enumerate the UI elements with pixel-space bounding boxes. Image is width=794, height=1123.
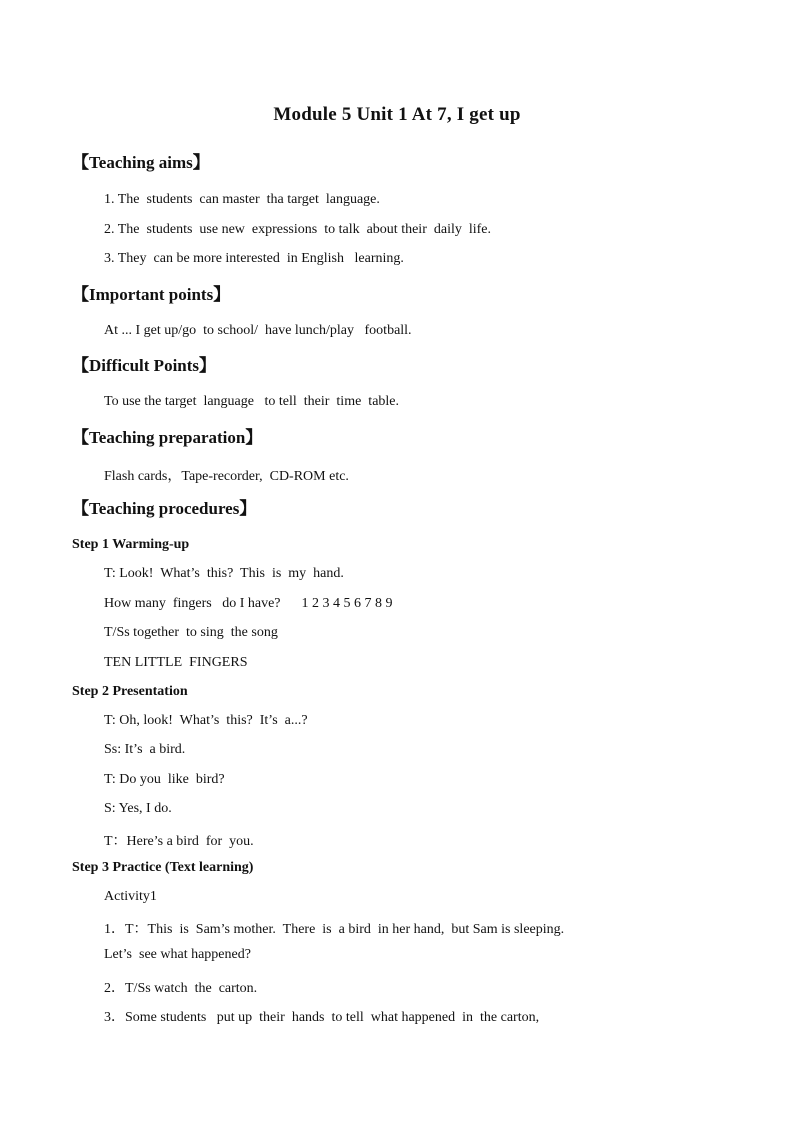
aim-item: 3. They can be more interested in English learning. <box>104 251 404 266</box>
procedure-line: T: Do you like bird? <box>104 772 225 787</box>
procedure-line: How many fingers do I have? 1 2 3 4 5 6 7 8 9 <box>104 596 393 611</box>
procedure-line: 1．T：This is Sam’s mother. There is a bird in her hand, but Sam is sleeping. <box>104 922 565 937</box>
procedure-line: 2．T/Ss watch the carton. <box>104 981 258 996</box>
page-title: Module 5 Unit 1 At 7, I get up <box>273 104 521 125</box>
procedure-line: T：Here’s a bird for you. <box>104 834 254 849</box>
step-title: Step 1 Warming-up <box>72 537 190 552</box>
procedure-line: S: Yes, I do. <box>104 801 172 816</box>
aim-item: 1. The students can master tha target language. <box>104 192 380 207</box>
procedure-line: T/Ss together to sing the song <box>104 625 278 640</box>
procedure-line: TEN LITTLE FINGERS <box>104 655 248 670</box>
procedure-line: Let’s see what happened? <box>104 947 251 962</box>
procedure-line: Activity1 <box>104 889 157 904</box>
aim-item: 2. The students use new expressions to talk about their daily life. <box>104 222 492 237</box>
procedure-line: Ss: It’s a bird. <box>104 742 186 757</box>
preparation-item: Flash cards，Tape-recorder, CD-ROM etc. <box>104 469 349 484</box>
section-heading-teaching-preparation: 【Teaching preparation】 <box>72 428 263 447</box>
step-title: Step 2 Presentation <box>72 684 188 699</box>
section-heading-teaching-aims: 【Teaching aims】 <box>72 153 210 172</box>
step-title: Step 3 Practice (Text learning) <box>72 860 254 875</box>
difficult-point-item: To use the target language to tell their time table. <box>104 394 400 409</box>
section-heading-teaching-procedures: 【Teaching procedures】 <box>72 499 257 518</box>
procedure-line: 3．Some students put up their hands to tell what happened in the carton, <box>104 1010 540 1025</box>
procedure-line: T: Look! What’s this? This is my hand. <box>104 566 344 581</box>
procedure-line: T: Oh, look! What’s this? It’s a...? <box>104 713 308 728</box>
section-heading-important-points: 【Important points】 <box>72 285 231 304</box>
important-point-item: At ... I get up/go to school/ have lunch/play football. <box>104 323 412 338</box>
section-heading-difficult-points: 【Difficult Points】 <box>72 356 217 375</box>
